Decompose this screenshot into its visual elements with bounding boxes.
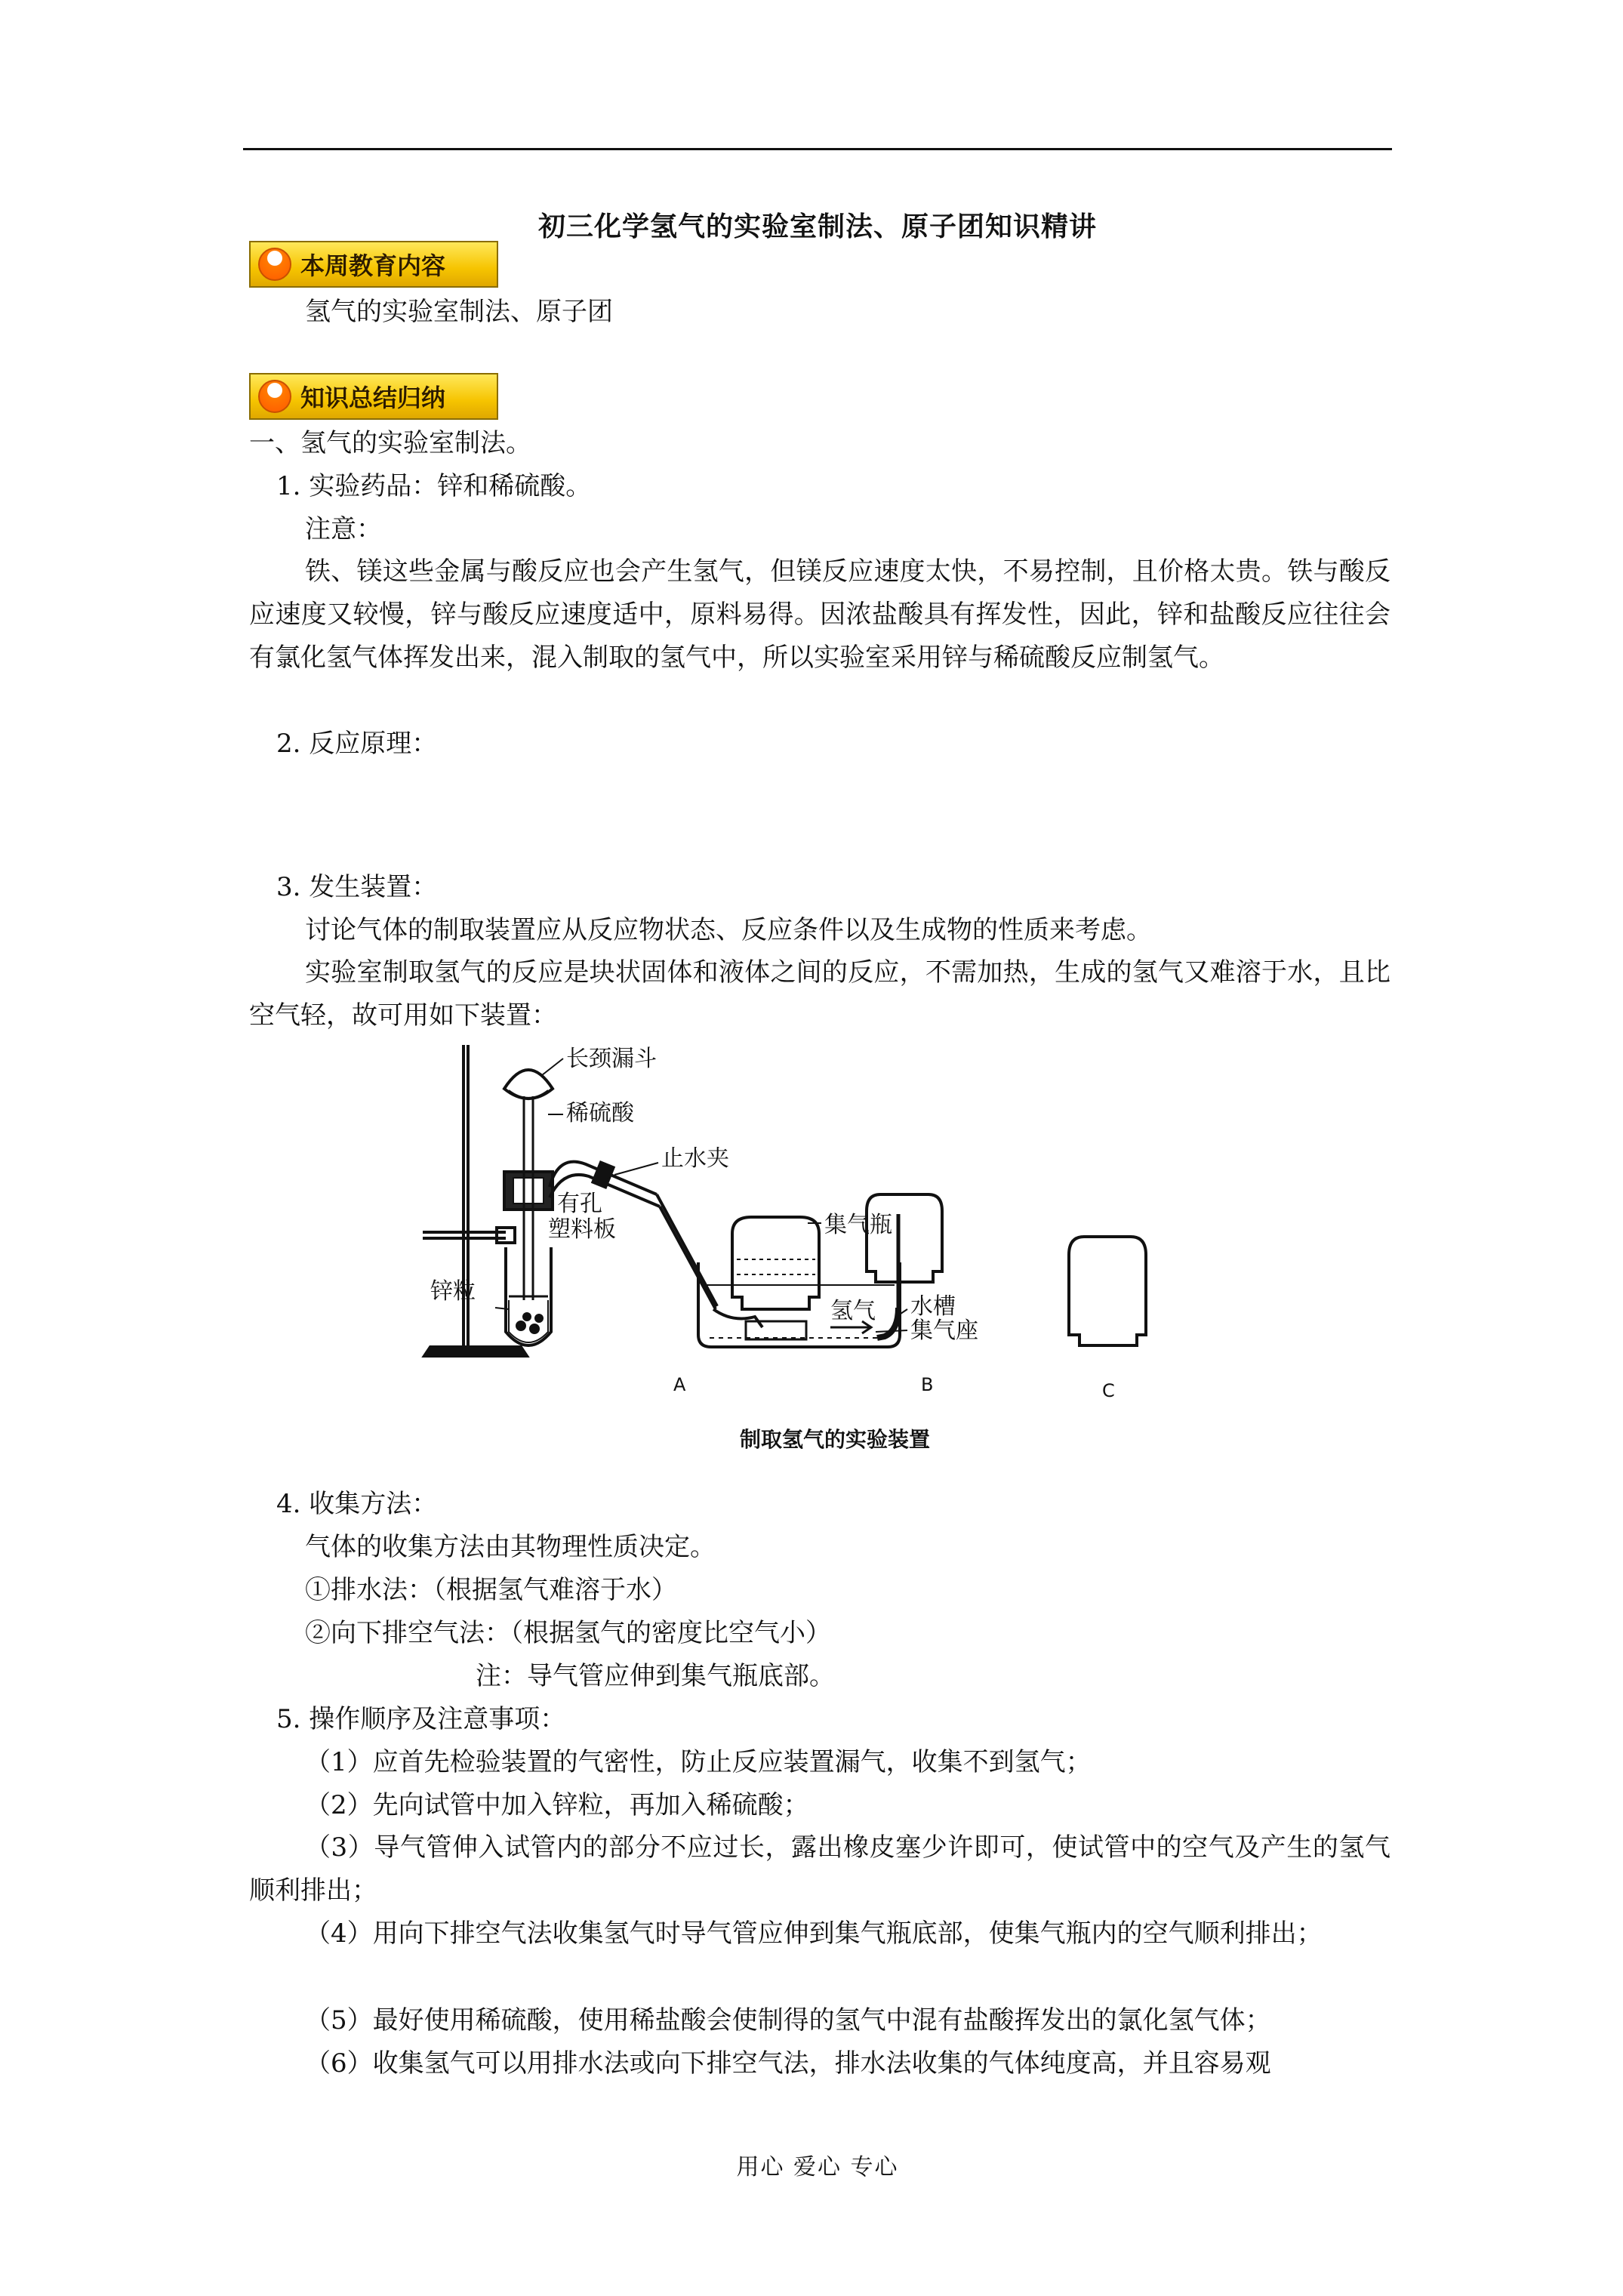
section-heading: 一、氢气的实验室制法。: [249, 428, 531, 458]
item-4: 4. 收集方法：: [276, 1489, 438, 1519]
header-rule: [243, 148, 1392, 150]
label-stand: 集气座: [910, 1318, 978, 1344]
badge-summary: [249, 373, 498, 420]
method-1: ①排水法：（根据氢气难溶于水）: [305, 1575, 677, 1605]
step-3: （3）导气管伸入试管内的部分不应过长，露出橡皮塞少许即可，使试管中的空气及产生的氢气顺利排出；: [249, 1832, 1390, 1906]
label-plate-line2: 塑料板: [548, 1216, 616, 1243]
label-acid: 稀硫酸: [566, 1100, 634, 1126]
paragraph-4: 气体的收集方法由其物理性质决定。: [305, 1532, 716, 1562]
bullet-icon: [258, 248, 291, 281]
method-note: 注：导气管应伸到集气瓶底部。: [476, 1661, 835, 1691]
page-footer: 用心 爱心 专心: [736, 2154, 899, 2180]
step-6: （6）收集氢气可以用排水法或向下排空气法，排水法收集的气体纯度高，并且容易观: [305, 2048, 1271, 2079]
badge-weekly-content: [249, 241, 498, 288]
label-a: A: [673, 1374, 686, 1395]
item-2: 2. 反应原理：: [276, 729, 438, 759]
label-clamp: 止水夹: [661, 1145, 729, 1172]
label-zinc: 锌粒: [430, 1278, 476, 1305]
note-paragraph: 铁、镁这些金属与酸反应也会产生氢气，但镁反应速度太快，不易控制，且价格太贵。铁与酸反应速度又较慢，锌与酸反应速度适中，原料易得。因浓盐酸具有挥发性，因此，锌和盐酸反应往往会有氯化氢气体挥发出来，混入制取的氢气中，所以实验室采用锌与稀硫酸反应制氢气。: [249, 556, 1390, 673]
method-2: ②向下排空气法：（根据氢气的密度比空气小）: [305, 1618, 831, 1648]
figure-caption: 制取氢气的实验装置: [740, 1427, 931, 1452]
item-3: 3. 发生装置：: [276, 872, 438, 902]
note-label: 注意：: [305, 514, 382, 544]
step-1: （1）应首先检验装置的气密性，防止反应装置漏气，收集不到氢气；: [305, 1747, 1092, 1777]
label-plate-line1: 有孔: [557, 1191, 602, 1217]
step-4: （4）用向下排空气法收集氢气时导气管应伸到集气瓶底部，使集气瓶内的空气顺利排出；: [305, 1918, 1323, 1949]
label-trough: 水槽: [910, 1293, 956, 1320]
paragraph-3b: 实验室制取氢气的反应是块状固体和液体之间的反应，不需加热，生成的氢气又难溶于水，且比空气轻，故可用如下装置：: [249, 957, 1390, 1031]
hydrogen-apparatus-figure: [408, 1036, 1163, 1459]
item-5: 5. 操作顺序及注意事项：: [276, 1704, 566, 1734]
item-1: 1. 实验药品：锌和稀硫酸。: [276, 471, 592, 501]
label-funnel: 长颈漏斗: [566, 1046, 657, 1072]
label-c: C: [1102, 1380, 1115, 1401]
paragraph-3a: 讨论气体的制取装置应从反应物状态、反应条件以及生成物的性质来考虑。: [305, 915, 1152, 945]
badge-label: 本周教育内容: [300, 251, 446, 280]
step-5: （5）最好使用稀硫酸，使用稀盐酸会使制得的氢气中混有盐酸挥发出的氯化氢气体；: [305, 2005, 1271, 2036]
bullet-icon: [258, 380, 291, 413]
weekly-content-text: 氢气的实验室制法、原子团: [305, 297, 613, 327]
page-title: 初三化学氢气的实验室制法、原子团知识精讲: [537, 211, 1097, 242]
step-2: （2）先向试管中加入锌粒，再加入稀硫酸；: [305, 1790, 809, 1820]
label-b: B: [921, 1374, 934, 1395]
badge-label: 知识总结归纳: [300, 384, 446, 412]
label-hydrogen: 氢气: [830, 1298, 876, 1324]
label-bottle: 集气瓶: [824, 1212, 892, 1238]
